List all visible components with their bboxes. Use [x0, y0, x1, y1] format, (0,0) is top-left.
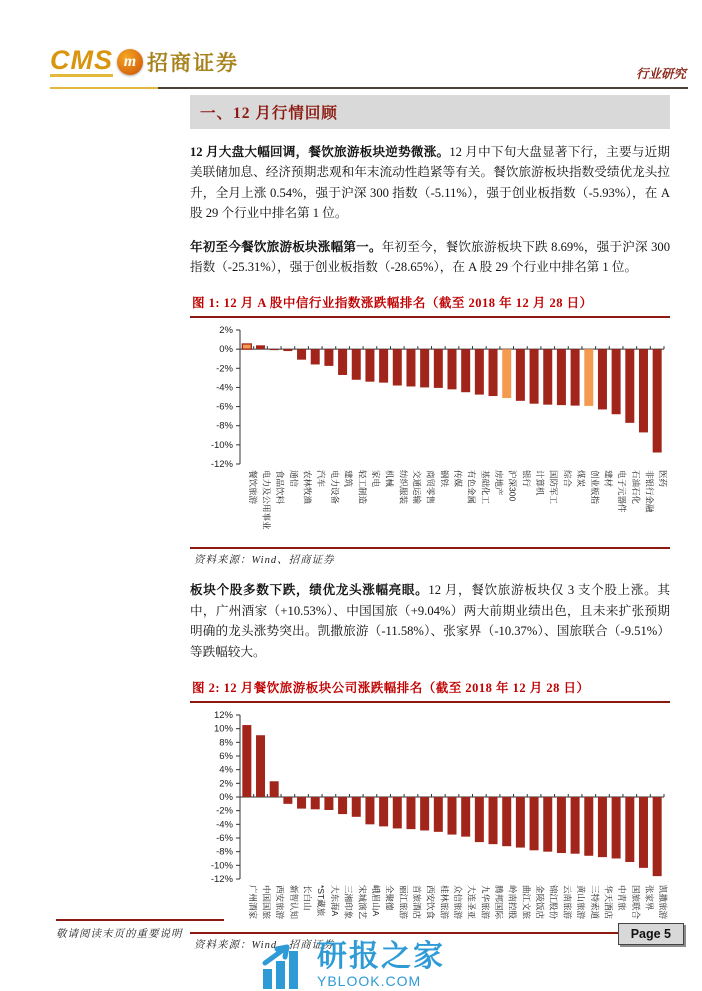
- figure-1-caption: 图 1: 12 月 A 股中信行业指数涨跌幅排名（截至 2018 年 12 月 28 日）: [190, 291, 670, 318]
- bar-宋城演艺: [352, 797, 361, 817]
- x-category-label: 纺织服装: [398, 470, 409, 505]
- x-category-label: 锦江股份: [548, 884, 559, 919]
- bar-黄山旅游: [571, 797, 580, 854]
- y-tick-label: -6%: [216, 401, 233, 413]
- y-tick-label: -4%: [216, 382, 233, 394]
- bar-家电: [365, 349, 374, 382]
- footer-note: [56, 919, 224, 941]
- x-category-label: 首旅酒店: [411, 884, 422, 919]
- x-category-label: 西安旅游: [275, 884, 286, 919]
- x-category-label: 汽车: [316, 470, 327, 488]
- figure-1-source: 资料来源：Wind、招商证券: [194, 555, 335, 567]
- x-category-label: 餐饮旅游: [247, 470, 258, 505]
- bar-沪深300: [502, 349, 511, 398]
- bar-岭南控股: [502, 797, 511, 846]
- x-category-label: 华天酒店: [603, 884, 614, 919]
- bar-新智认知: [283, 797, 292, 804]
- x-category-label: 新智认知: [288, 884, 299, 919]
- x-category-label: 宋城演艺: [357, 884, 368, 919]
- x-category-label: 丽江旅游: [398, 884, 409, 919]
- x-category-label: 凯撒旅游: [658, 884, 668, 919]
- bar-峨眉山A: [365, 797, 374, 824]
- x-category-label: 腾邦国际: [494, 884, 505, 919]
- bar-医药: [653, 349, 662, 452]
- x-category-label: 广州酒家: [247, 884, 258, 919]
- paragraph-2-body: 年初至今，餐饮旅游板块下跌 8.69%，强于沪深 300 指数（-25.31%），强于创业板指数（-28.65%），在 A 股 29 个行业中排名第 1 位。: [190, 239, 671, 274]
- figure-2: [190, 676, 670, 952]
- bar-三特索道: [584, 797, 593, 856]
- paragraph-1-body: 12 月中下旬大盘显著下行，主要与近期美联储加息、经济预期悲观和年末流动性趋紧等有关。餐饮旅游板块指数受绩优龙头拉升，全月上涨 0.54%，强于沪深 300 指数（-5.11%），强于创业板指数（-5.93%），在 A 股 29 个行业中排名第 1 位。: [190, 145, 670, 221]
- bar-纺织服装: [393, 349, 402, 385]
- x-category-label: 电力及公用事业: [261, 470, 272, 530]
- x-category-label: 建材: [603, 470, 614, 488]
- y-tick-label: -10%: [210, 860, 233, 872]
- bar-华天酒店: [598, 797, 607, 857]
- x-category-label: 沪深300: [507, 470, 518, 502]
- x-category-label: 煤炭: [576, 470, 587, 488]
- paragraph-1-lead: 12 月大盘大幅回调，餐饮旅游板块逆势微涨。: [190, 145, 450, 159]
- bar-腾邦国际: [489, 797, 498, 844]
- x-category-label: 电子元器件: [617, 470, 628, 513]
- footer-note-text: 敬请阅读末页的重要说明: [56, 929, 183, 940]
- y-tick-label: 4%: [219, 764, 233, 776]
- bar-煤炭: [571, 349, 580, 405]
- bar-电子元器件: [612, 349, 621, 414]
- bar-计算机: [530, 349, 539, 404]
- x-category-label: 张家界: [644, 884, 655, 911]
- paragraph-2: [190, 237, 670, 278]
- y-tick-label: -12%: [210, 873, 233, 885]
- bar-西安饮食: [420, 797, 429, 830]
- x-category-label: 非银行金融: [644, 470, 655, 513]
- y-tick-label: 2%: [219, 778, 233, 790]
- y-tick-label: -8%: [216, 421, 233, 433]
- header-divider-gold: [50, 87, 158, 89]
- bar-轻工制造: [352, 349, 361, 380]
- figure-2-bar-chart: [196, 709, 668, 927]
- x-category-label: 三特索道: [589, 884, 600, 919]
- x-category-label: 银行: [521, 470, 532, 488]
- x-category-label: 峨眉山A: [370, 884, 381, 917]
- y-tick-label: -8%: [216, 846, 233, 858]
- bar-汽车: [311, 349, 320, 364]
- y-tick-label: 10%: [213, 723, 233, 735]
- bar-长白山: [297, 797, 306, 809]
- figure-2-chart-area: [190, 703, 670, 934]
- y-tick-label: -4%: [216, 819, 233, 831]
- bar-国旅联合: [625, 797, 634, 862]
- x-category-label: 电力设备: [329, 470, 340, 505]
- y-tick-label: -10%: [210, 440, 233, 452]
- y-tick-label: 6%: [219, 750, 233, 762]
- bar-有色金属: [461, 349, 470, 392]
- figure-1-chart-area: [190, 318, 670, 549]
- bar-创业板指: [584, 349, 593, 406]
- section-title: 一、12 月行情回顾: [190, 95, 670, 129]
- x-category-label: 中青旅: [617, 884, 628, 911]
- bar-通信: [283, 349, 292, 351]
- x-category-label: 黄山旅游: [576, 884, 587, 919]
- x-category-label: 石油石化: [630, 470, 641, 505]
- x-category-label: 有色金属: [466, 470, 477, 505]
- bar-银行: [516, 349, 525, 401]
- bar-广州酒家: [242, 725, 251, 797]
- bar-锦江股份: [543, 797, 552, 852]
- report-category-label: 行业研究: [635, 67, 686, 81]
- x-category-label: 综合: [562, 470, 573, 488]
- bar-金陵饭店: [530, 797, 539, 850]
- paragraph-3-lead: 板块个股多数下跌，绩优龙头涨幅亮眼。: [190, 583, 429, 598]
- bar-综合: [557, 349, 566, 405]
- bar-丽江旅游: [393, 797, 402, 828]
- x-category-label: 长白山: [302, 884, 313, 911]
- bar-非银行金融: [639, 349, 648, 432]
- watermark: [257, 939, 445, 991]
- x-category-label: 医药: [658, 470, 668, 488]
- bar-全聚德: [379, 797, 388, 826]
- x-category-label: 曲江文旅: [521, 884, 532, 919]
- bar-交通运输: [406, 349, 415, 386]
- watermark-name: 研报之家: [317, 940, 445, 974]
- bar-首旅酒店: [406, 797, 415, 829]
- x-category-label: 轻工制造: [357, 470, 368, 505]
- bar-机械: [379, 349, 388, 383]
- header-divider-dark: [158, 87, 688, 89]
- figure-1: [190, 291, 670, 567]
- x-category-label: 钢铁: [439, 470, 450, 488]
- bar-电力设备: [324, 349, 333, 366]
- bar-建筑: [338, 349, 347, 375]
- x-category-label: 大连圣亚: [466, 884, 477, 919]
- bar-张家界: [639, 797, 648, 868]
- figure-2-caption: 图 2: 12 月餐饮旅游板块公司涨跌幅排名（截至 2018 年 12 月 28 日）: [190, 676, 670, 703]
- figure-1-bar-chart: [196, 324, 668, 542]
- cms-logo: [50, 46, 239, 77]
- x-category-label: 国防军工: [548, 470, 559, 505]
- x-category-label: 桂林旅游: [439, 884, 450, 919]
- watermark-domain: YBLOOK.COM: [317, 972, 422, 989]
- cms-logo-text: CMS: [50, 46, 113, 77]
- bar-石油石化: [625, 349, 634, 423]
- x-category-label: 金陵饭店: [535, 884, 546, 919]
- bar-电力及公用事业: [256, 346, 265, 350]
- y-tick-label: -6%: [216, 832, 233, 844]
- bar-众信旅游: [448, 797, 457, 835]
- bar-大连圣亚: [461, 797, 470, 837]
- cms-logo-m-icon: m: [117, 49, 143, 75]
- bar-中青旅: [612, 797, 621, 859]
- header-divider: [50, 87, 688, 89]
- bar-农林牧渔: [297, 349, 306, 360]
- bar-餐饮旅游: [242, 344, 251, 349]
- bar-曲江文旅: [516, 797, 525, 848]
- watermark-text: [317, 941, 445, 989]
- x-category-label: 岭南控股: [507, 884, 518, 919]
- x-category-label: 食品饮料: [275, 470, 286, 505]
- x-category-label: 家电: [370, 470, 381, 488]
- figure-2-source: 资料来源：Wind、招商证券: [194, 939, 335, 951]
- x-category-label: 三湘印象: [343, 884, 354, 919]
- bar-凯撒旅游: [653, 797, 662, 876]
- x-category-label: 中国国旅: [261, 884, 272, 919]
- bar-基础化工: [475, 349, 484, 394]
- paragraph-3-body: 12 月，餐饮旅游板块仅 3 支个股上涨。其中，广州酒家（+10.53%）、中国国旅（+9.04%）两大前期业绩出色，且未来扩张预期明确的龙头涨势突出。凯撒旅游（-11.58%）、张家界（-10.37%）、国旅联合（-9.51%）等跌幅较大。: [190, 583, 670, 659]
- bar-食品饮料: [270, 349, 279, 350]
- bar-*ST藏旅: [311, 797, 320, 809]
- x-category-label: 众信旅游: [453, 884, 463, 919]
- x-category-label: 农林牧渔: [302, 470, 313, 505]
- x-category-label: 传媒: [453, 470, 463, 488]
- x-category-label: 房地产: [494, 470, 505, 496]
- bar-钢铁: [434, 349, 443, 388]
- x-category-label: 九华旅游: [480, 884, 491, 919]
- bar-传媒: [448, 349, 457, 389]
- footer-note-rule: [56, 919, 224, 921]
- paragraph-1: [190, 142, 670, 224]
- y-tick-label: 0%: [219, 344, 233, 356]
- x-category-label: 交通运输: [411, 470, 422, 505]
- x-category-label: 机械: [384, 470, 395, 488]
- x-category-label: 云南旅游: [562, 884, 573, 919]
- x-category-label: 创业板指: [589, 470, 600, 505]
- bar-建材: [598, 349, 607, 409]
- bar-房地产: [489, 349, 498, 396]
- y-tick-label: 12%: [213, 709, 233, 721]
- bar-九华旅游: [475, 797, 484, 842]
- y-tick-label: -12%: [210, 459, 233, 471]
- y-tick-label: 0%: [219, 791, 233, 803]
- bar-国防军工: [543, 349, 552, 405]
- bar-云南旅游: [557, 797, 566, 853]
- yblook-logo-icon: [257, 939, 309, 991]
- x-category-label: 国旅联合: [630, 884, 641, 919]
- x-category-label: 商贸零售: [425, 470, 436, 505]
- x-category-label: 大东海A: [329, 884, 340, 917]
- x-category-label: 计算机: [535, 470, 546, 496]
- content-column: [190, 95, 670, 952]
- company-name: 招商证券: [147, 50, 239, 75]
- bar-中国国旅: [256, 735, 265, 797]
- page-number-badge: Page 5: [618, 923, 684, 945]
- x-category-label: 全聚德: [384, 884, 395, 911]
- x-category-label: 西安饮食: [425, 884, 436, 919]
- bar-桂林旅游: [434, 797, 443, 832]
- y-tick-label: 8%: [219, 737, 233, 749]
- x-category-label: 建筑: [343, 470, 354, 488]
- x-category-label: *ST藏旅: [316, 884, 327, 917]
- y-tick-label: -2%: [216, 805, 233, 817]
- y-tick-label: -2%: [216, 363, 233, 375]
- bar-商贸零售: [420, 349, 429, 387]
- bar-大东海A: [324, 797, 333, 810]
- paragraph-3: [190, 580, 670, 662]
- bar-西安旅游: [270, 781, 279, 797]
- page-header: [50, 46, 688, 86]
- y-tick-label: 2%: [219, 325, 233, 337]
- x-category-label: 通信: [288, 470, 299, 488]
- bar-三湘印象: [338, 797, 347, 814]
- x-category-label: 基础化工: [480, 470, 491, 505]
- paragraph-2-lead: 年初至今餐饮旅游板块涨幅第一。: [190, 239, 382, 254]
